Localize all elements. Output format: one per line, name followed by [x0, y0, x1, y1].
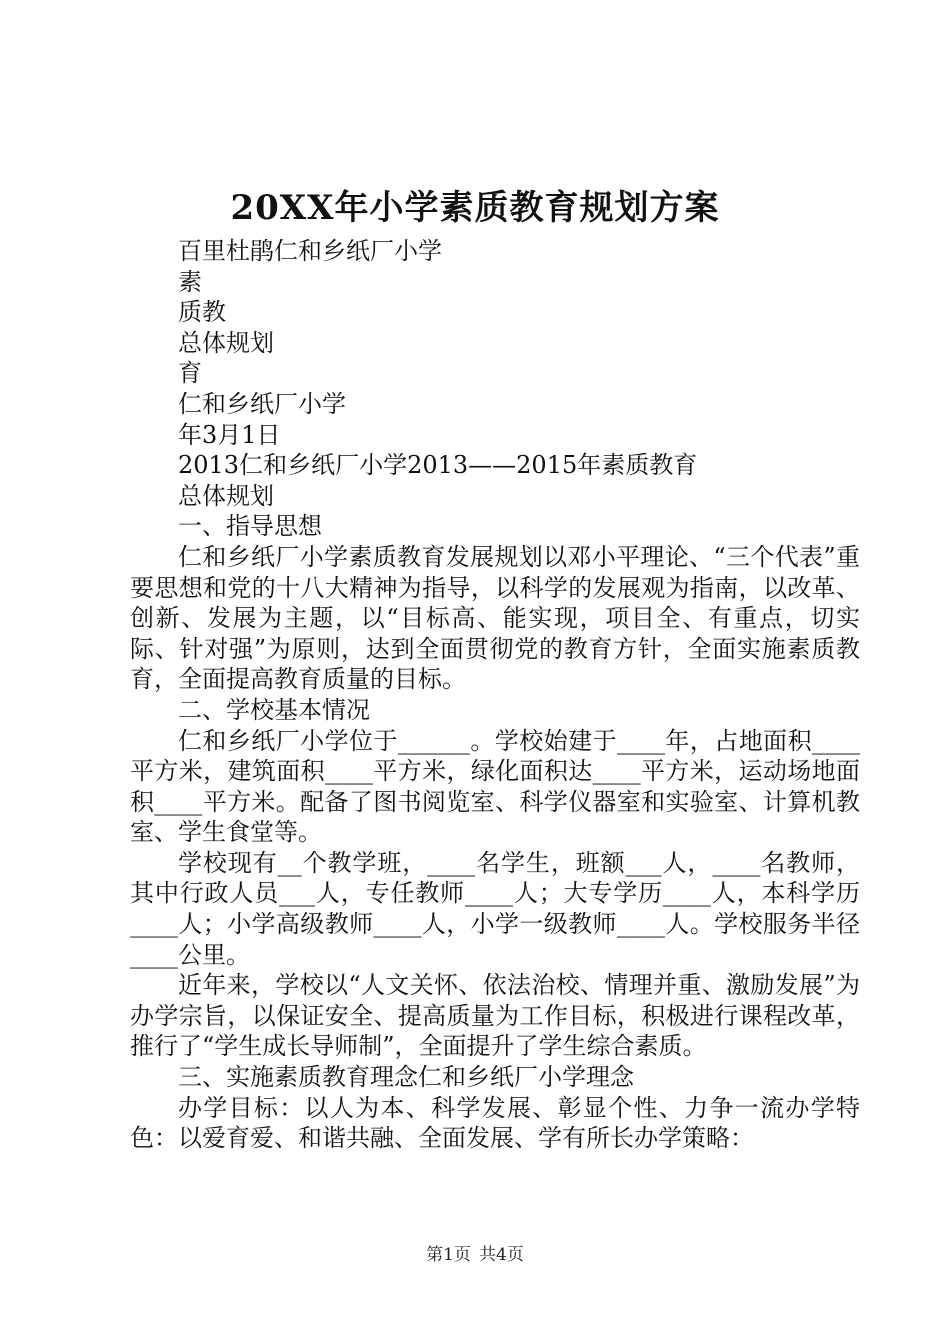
paragraph-fragment: 素: [178, 267, 202, 296]
paragraph-school: 仁和乡纸厂小学: [178, 389, 346, 418]
paragraph-school-goals: 办学目标：以人为本、科学发展、彰显个性、力争一流办学特色：以爱育爱、和谐共融、全面发展、学有所长办学策略：: [130, 1093, 860, 1153]
paragraph-fragment: 育: [178, 359, 202, 388]
paragraph-recent-years: 近年来，学校以“人文关怀、依法治校、情理并重、激励发展”为办学宗旨，以保证安全、提高质量为工作目标，积极进行课程改革，推行了“学生成长导师制”，全面提升了学生综合素质。: [130, 971, 860, 1061]
paragraph-school-facilities: 仁和乡纸厂小学位于______。学校始建于____年，占地面积____平方米，建筑面积____平方米，绿化面积达____平方米，运动场地面积____平方米。配备了图书阅览室、科学仪器室和实验室、计算机教室、学生食堂等。: [130, 726, 860, 847]
paragraph-fragment: 总体规划: [178, 328, 274, 357]
page-number: 第1页: [426, 1245, 471, 1265]
section-heading-guiding-ideology: 一、指导思想: [178, 512, 322, 541]
page-footer: [0, 1244, 950, 1266]
document-title: 20XX年小学素质教育规划方案: [230, 188, 720, 228]
paragraph-school-name: 百里杜鹃仁和乡纸厂小学: [178, 237, 442, 265]
paragraph-plan-heading: 2013仁和乡纸厂小学2013——2015年素质教育: [178, 451, 698, 480]
page-total: 共4页: [479, 1245, 524, 1265]
document-body: [130, 236, 860, 1154]
paragraph-school-staff: 学校现有__个教学班，____名学生，班额___人，____名教师，其中行政人员___人，专任教师____人；大专学历____人，本科学历____人；小学高级教师____人，小学一级教师____人。学校服务半径____公里。: [130, 848, 860, 969]
section-heading-philosophy: 三、实施素质教育理念仁和乡纸厂小学理念: [178, 1063, 634, 1092]
paragraph-fragment: 质教: [178, 298, 226, 327]
paragraph-date: 年3月1日: [178, 420, 281, 449]
paragraph-plan-subheading: 总体规划: [178, 481, 274, 510]
paragraph-guiding-ideology: 仁和乡纸厂小学素质教育发展规划以邓小平理论、“三个代表”重要思想和党的十八大精神为指导，以科学的发展观为指南，以改革、创新、发展为主题，以“目标高、能实现，项目全、有重点，切实际、针对强”为原则，达到全面贯彻党的教育方针，全面实施素质教育，全面提高教育质量的目标。: [130, 542, 860, 694]
section-heading-school-overview: 二、学校基本情况: [178, 695, 370, 724]
